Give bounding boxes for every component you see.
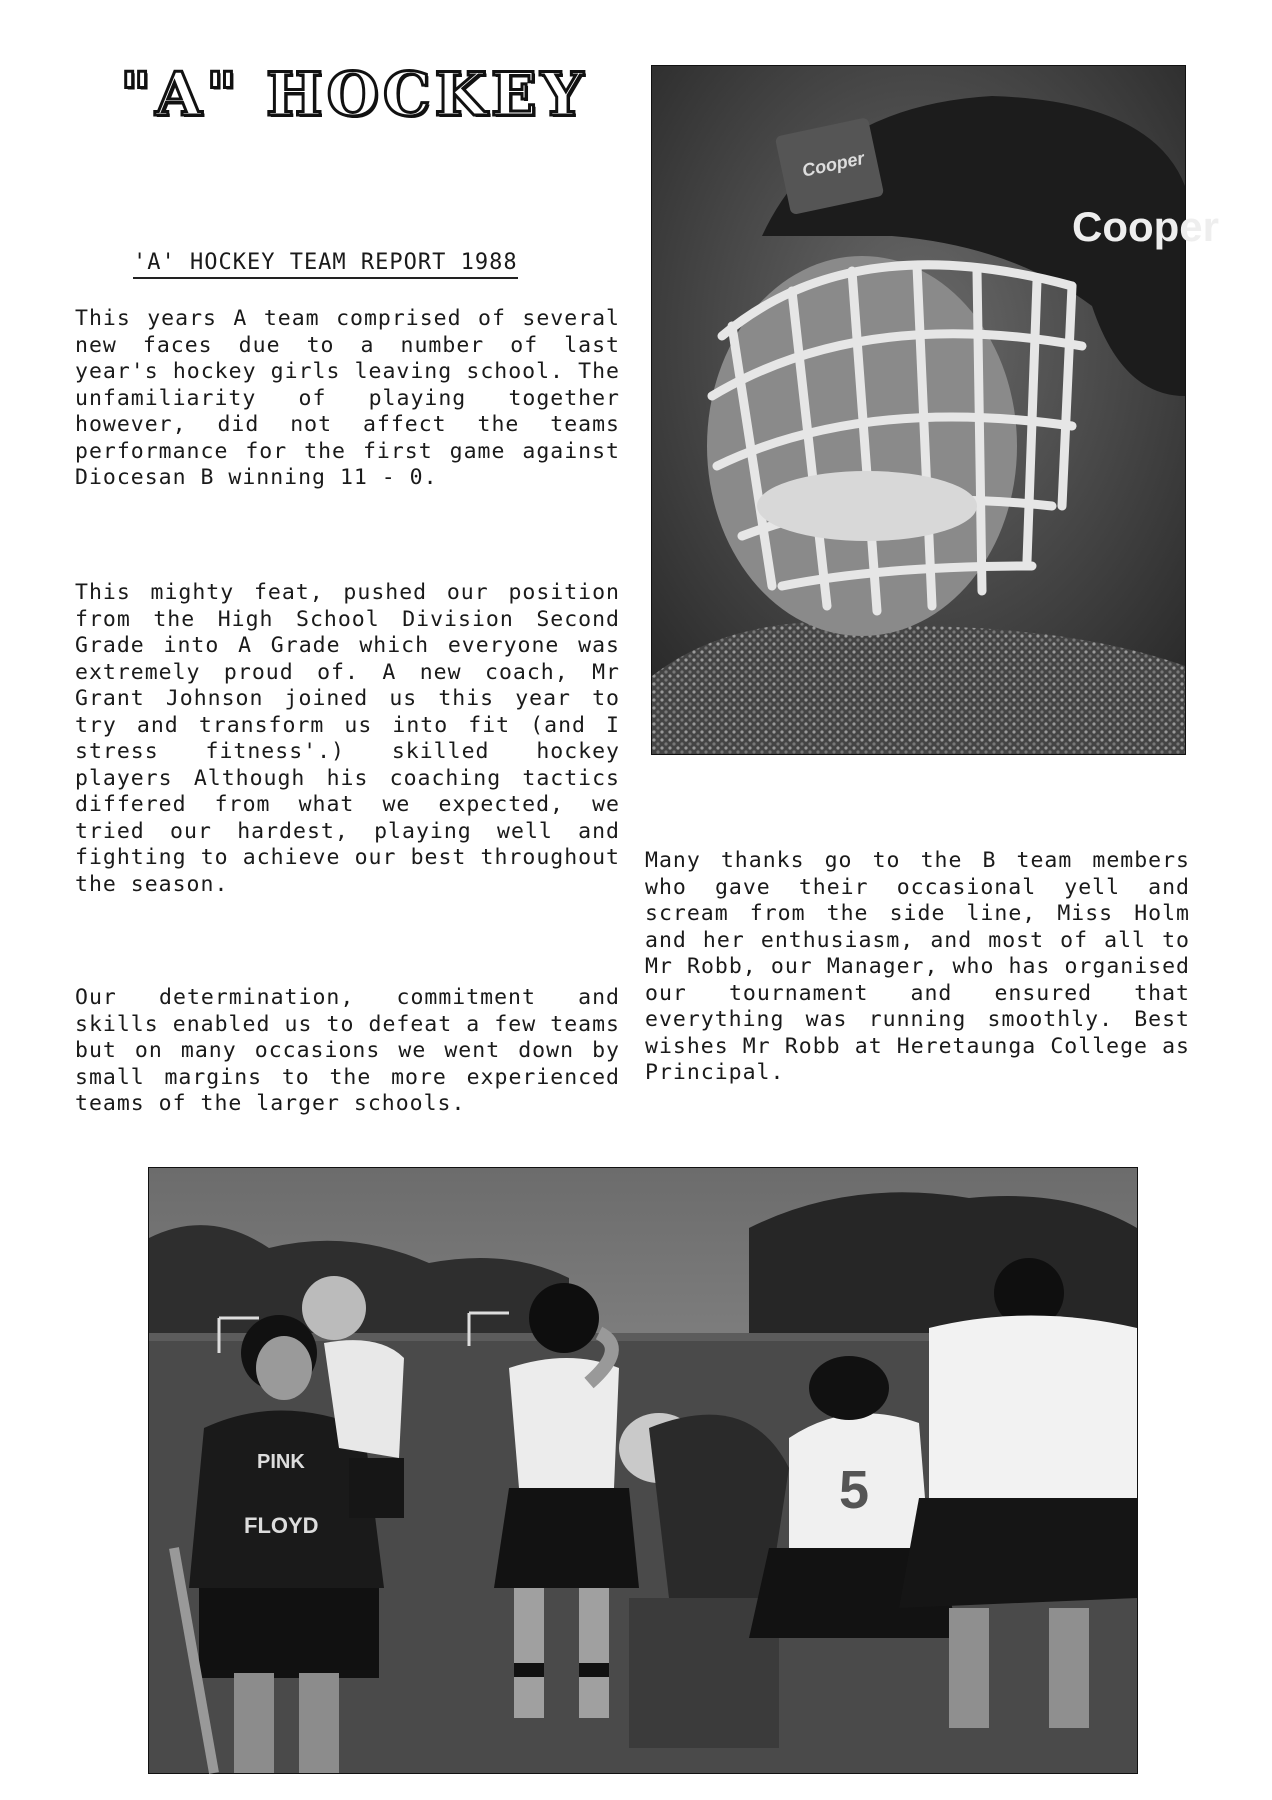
shirt-text-pink: PINK <box>257 1451 305 1473</box>
team-photo <box>148 1167 1138 1774</box>
article-paragraph-4: Many thanks go to the B team members who gave their occasional yell and scream from the side line, Miss Holm and her enthusiasm, and most of all to Mr Robb, our Manager, who has organised our tournament and ensured that everything was running smoothly. Best wishes Mr Robb at Heretaunga College as Principal. <box>645 848 1190 1085</box>
article-paragraph-3: Our determination, commitment and skills enabled us to defeat a few teams but on many occasions we went down by small margins to the more experienced teams of the larger schools. <box>75 985 620 1116</box>
article-paragraph-1: This years A team comprised of several new faces due to a number of last year's hockey girls leaving school. The unfamiliarity of playing together however, did not affect the teams performance for the first game against Diocesan B winning 11 - 0. <box>75 306 620 490</box>
shirt-text-floyd: FLOYD <box>244 1513 319 1538</box>
jersey-number: 5 <box>839 1460 870 1520</box>
page-title: "A" HOCKEY <box>120 60 588 130</box>
helmet-brand-small-text: Cooper <box>800 147 867 181</box>
report-heading: 'A' HOCKEY TEAM REPORT 1988 <box>133 250 518 279</box>
helmet-brand-text: Cooper <box>1072 203 1219 250</box>
goalkeeper-photo <box>651 65 1219 755</box>
article-paragraph-2: This mighty feat, pushed our position from the High School Division Second Grade into A Grade which everyone was extremely proud of. A new coach, Mr Grant Johnson joined us this year to try and transform us into fit (and I stress fitness'.) skilled hockey players Although his coaching tactics differed from what we expected, we tried our hardest, playing well and fighting to achieve our best throughout the season. <box>75 580 620 897</box>
